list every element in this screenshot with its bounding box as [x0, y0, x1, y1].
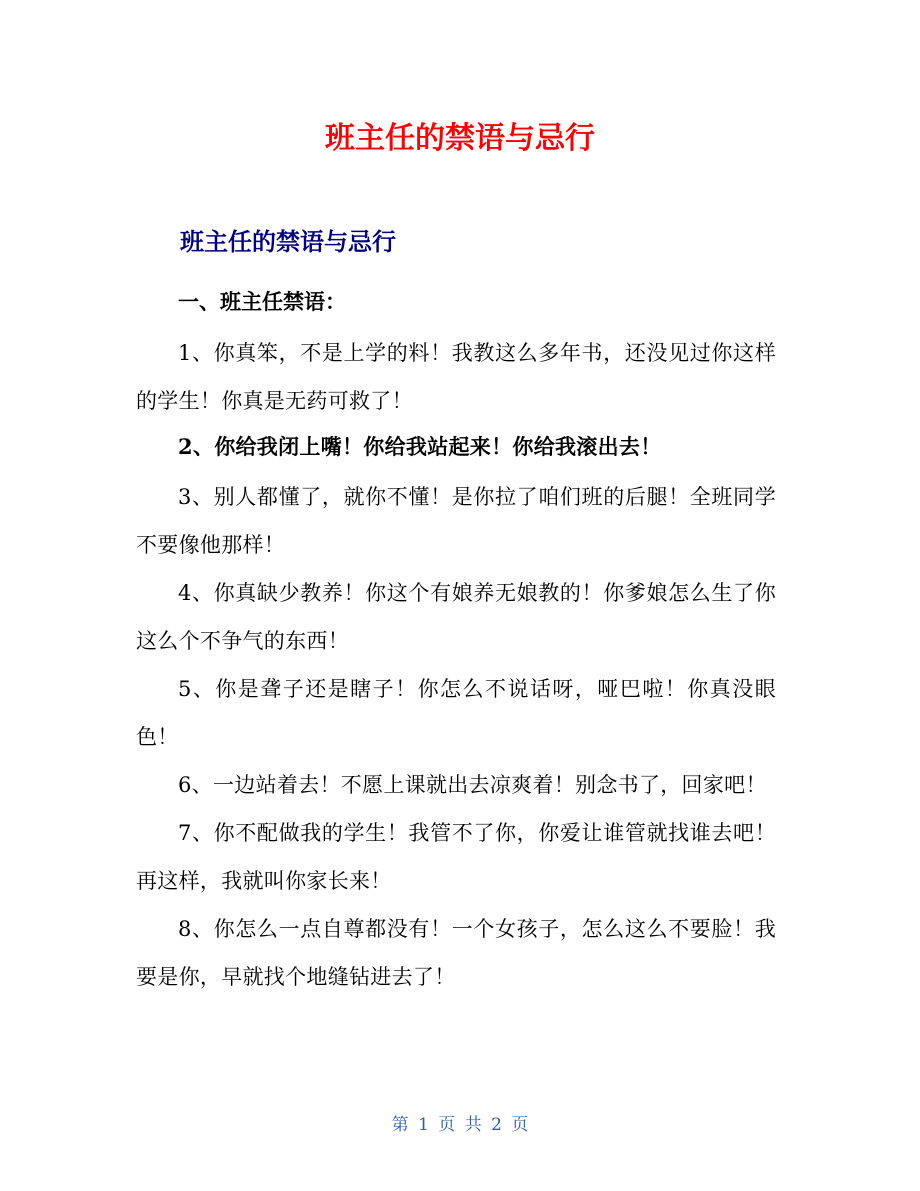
paragraph-4: 4、你真缺少教养！你这个有娘养无娘教的！你爹娘怎么生了你这么个不争气的东西！ — [136, 581, 776, 653]
document-subtitle: 班主任的禁语与忌行 — [180, 228, 396, 256]
paragraph-2: 2、你给我闭上嘴！你给我站起来！你给我滚出去！ — [178, 434, 662, 459]
paragraph-6: 6、一边站着去！不愿上课就出去凉爽着！别念书了，回家吧！ — [178, 773, 767, 797]
section-heading: 一、班主任禁语： — [178, 289, 346, 314]
paragraph-1: 1、你真笨，不是上学的料！我教这么多年书，还没见过你这样的学生！你真是无药可救了！ — [136, 341, 776, 413]
page-number-footer: 第 1 页 共 2 页 — [391, 1115, 529, 1135]
document-body — [136, 285, 776, 1001]
paragraph-3: 3、别人都懂了，就你不懂！是你拉了咱们班的后腿！全班同学不要像他那样！ — [136, 485, 776, 557]
paragraph-5: 5、你是聋子还是瞎子！你怎么不说话呀，哑巴啦！你真没眼色！ — [136, 677, 776, 749]
paragraph-7: 7、你不配做我的学生！我管不了你，你爱让谁管就找谁去吧！再这样，我就叫你家长来！ — [136, 821, 776, 893]
paragraph-8: 8、你怎么一点自尊都没有！一个女孩子，怎么这么不要脸！我要是你，早就找个地缝钻进去了！ — [136, 917, 776, 989]
document-title: 班主任的禁语与忌行 — [325, 121, 595, 156]
